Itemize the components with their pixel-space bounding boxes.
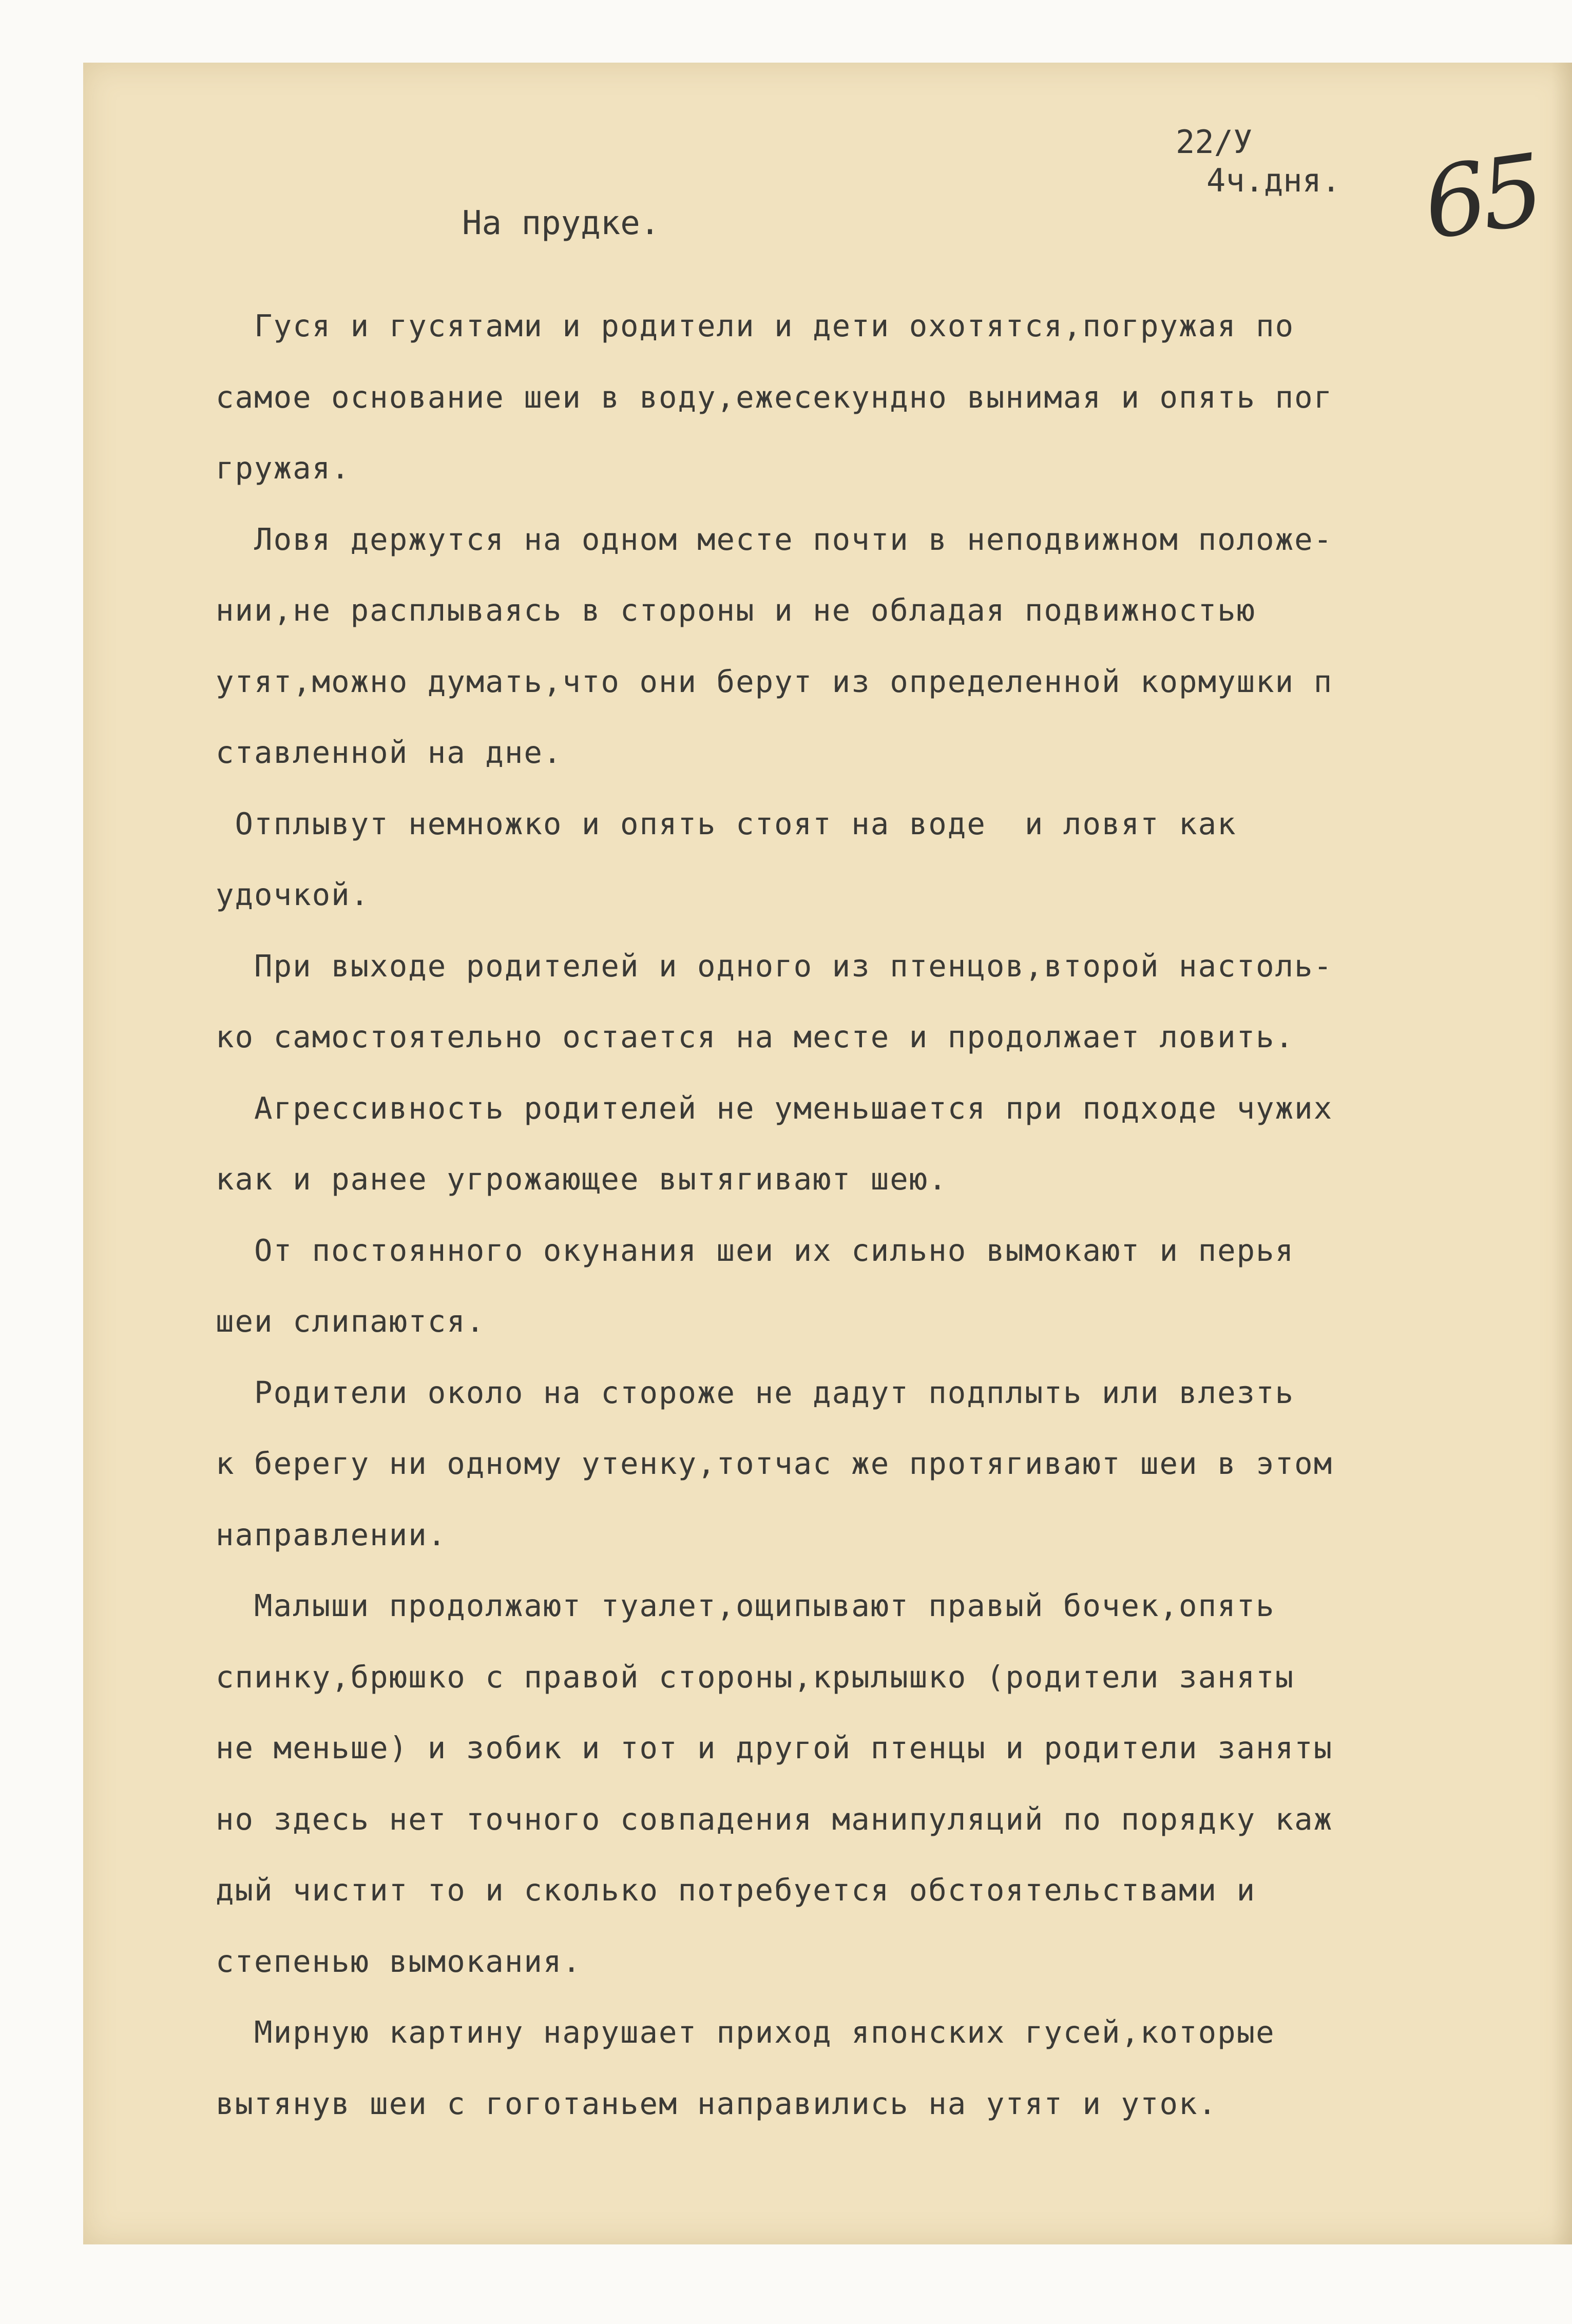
text-line: ставленной на дне. xyxy=(216,735,563,770)
text-line: утят,можно думать,что они берут из определенной кормушки п xyxy=(216,663,1333,699)
text-line: вытянув шеи с гоготаньем направились на утят и уток. xyxy=(216,2085,1218,2121)
text-line: направлении. xyxy=(216,1516,447,1552)
text-line: нии,не расплываясь в стороны и не обладая подвижностью xyxy=(216,592,1256,628)
text-line: Родители около на стороже не дадут подплыть или влезть xyxy=(216,1374,1295,1410)
text-line: Малыши продолжают туалет,ощипывают правый бочек,опять xyxy=(216,1588,1275,1623)
text-line: не меньше) и зобик и тот и другой птенцы и родители заняты xyxy=(216,1730,1333,1765)
text-line: к берегу ни одному утенку,тотчас же протягивают шеи в этом xyxy=(216,1446,1333,1481)
text-line: ко самостоятельно остается на месте и продолжает ловить. xyxy=(216,1019,1295,1054)
time-note: 4ч.дня. xyxy=(1206,162,1341,199)
text-line: Агрессивность родителей не уменьшается при подходе чужих xyxy=(216,1090,1333,1126)
text-line: Гуся и гусятами и родители и дети охотятся,погружая по xyxy=(216,308,1295,343)
text-line: шеи слипаются. xyxy=(216,1303,486,1339)
text-line: степенью вымокания. xyxy=(216,1943,582,1979)
text-line: Мирную картину нарушает приход японских гусей,которые xyxy=(216,2014,1275,2050)
text-line: От постоянного окунания шеи их сильно вымокают и перья xyxy=(216,1232,1295,1268)
text-line: спинку,брюшко с правой стороны,крылышко (родители заняты xyxy=(216,1659,1295,1695)
text-line: удочкой. xyxy=(216,877,370,912)
text-line: но здесь нет точного совпадения манипуляций по порядку каж xyxy=(216,1801,1333,1837)
text-line: гружая. xyxy=(216,450,351,486)
handwritten-folio-number: 65 xyxy=(1417,133,1546,261)
text-line: как и ранее угрожающее вытягивают шею. xyxy=(216,1161,948,1197)
document-title: На прудке. xyxy=(462,204,660,242)
text-line: При выходе родителей и одного из птенцов,второй настоль- xyxy=(216,948,1333,984)
text-line: дый чистит то и сколько потребуется обстоятельствами и xyxy=(216,1872,1256,1908)
paper-edge-shadow xyxy=(1551,63,1572,2244)
page-number: 22/У xyxy=(1176,123,1253,161)
text-line: Отплывут немножко и опять стоят на воде и ловят как xyxy=(216,805,1237,841)
text-line: самое основание шеи в воду,ежесекундно вынимая и опять пог xyxy=(216,379,1333,415)
text-line: Ловя держутся на одном месте почти в неподвижном положе- xyxy=(216,521,1333,557)
